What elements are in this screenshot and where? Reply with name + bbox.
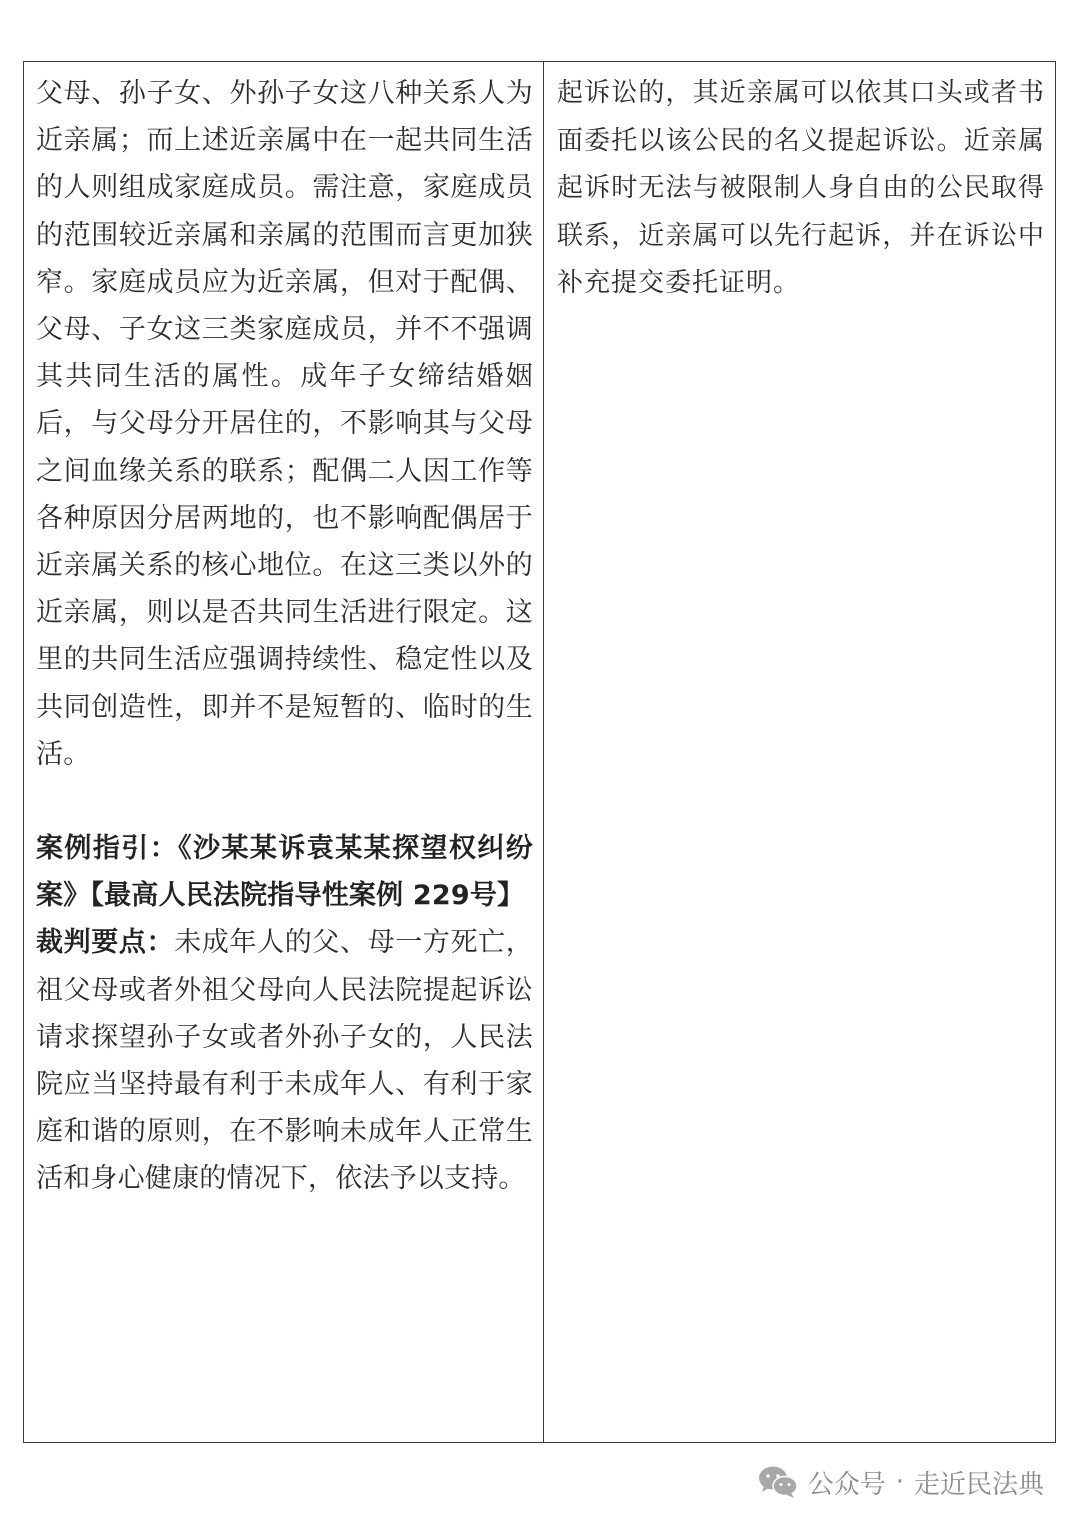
ruling-label: 裁判要点：: [36, 927, 175, 959]
right-paragraph: 起诉讼的，其近亲属可以依其口头或者书面委托以该公民的名义提起诉讼。近亲属起诉时无法与被限制人身自由的公民取得联系，近亲属可以先行起诉，并在诉讼中补充提交委托证明。: [557, 78, 1045, 298]
footer-label: 公众号: [807, 1469, 886, 1500]
footer-account: 走近民法典: [913, 1469, 1044, 1500]
case-guide-heading: 案例指引：《沙某某诉袁某某探望权纠纷案》【最高人民法院指导性案例 229号】: [36, 833, 533, 912]
wechat-icon: [758, 1465, 798, 1499]
paragraph-gap: [36, 778, 533, 825]
footer-separator: ·: [895, 1467, 904, 1497]
left-paragraph: 父母、孙子女、外孙子女这八种关系人为近亲属；而上述近亲属中在一起共同生活的人则组成家庭成员。需注意，家庭成员的范围较近亲属和亲属的范围而言更加狭窄。家庭成员应为近亲属，但对于配偶、父母、子女这三类家庭成员，并不不强调其共同生活的属性。成年子女缔结婚姻后，与父母分开居住的，不影响其与父母之间血缘关系的联系；配偶二人因工作等各种原因分居两地的，也不影响配偶居于近亲属关系的核心地位。在这三类以外的近亲属，则以是否共同生活进行限定。这里的共同生活应强调持续性、稳定性以及共同创造性，即并不是短暂的、临时的生活。: [36, 78, 533, 770]
right-column: [544, 62, 1055, 1442]
ruling-text: 未成年人的父、母一方死亡，祖父母或者外祖父母向人民法院提起诉讼请求探望孙子女或者外孙子女的，人民法院应当坚持最有利于未成年人、有利于家庭和谐的原则，在不影响未成年人正常生活和身心健康的情况下，依法予以支持。: [36, 927, 534, 1195]
footer-watermark: [758, 1462, 1044, 1502]
document-table: [23, 61, 1056, 1443]
left-column: [24, 62, 544, 1442]
ruling-points: [36, 919, 533, 1202]
